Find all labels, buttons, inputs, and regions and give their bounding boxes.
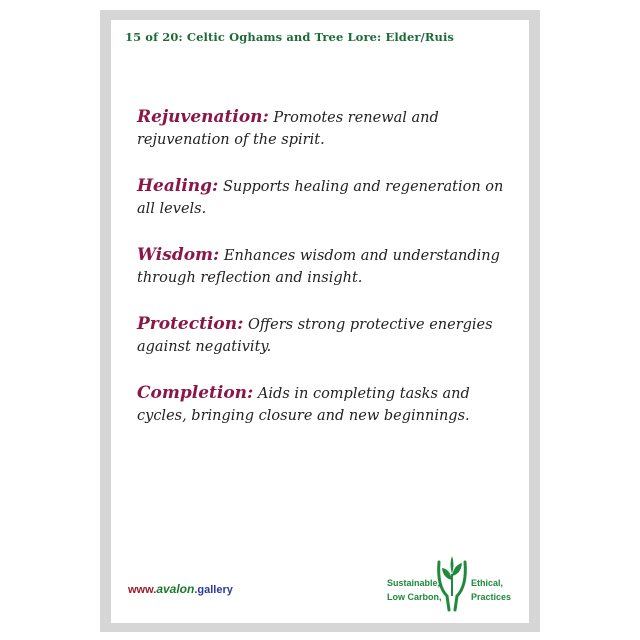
entry-protection xyxy=(137,313,512,358)
sustainability-badge xyxy=(387,552,515,614)
badge-right-line1: Ethical, xyxy=(471,578,504,588)
badge-right-line2: Practices xyxy=(471,592,512,602)
entry-text: Enhances wisdom and understanding through reflection and insight. xyxy=(137,248,500,286)
link-brand: avalon xyxy=(156,582,195,596)
entry-text: Offers strong protective energies against negativity. xyxy=(137,317,493,355)
entry-list xyxy=(137,106,512,451)
entry-term: Completion: xyxy=(137,383,254,403)
website-link[interactable] xyxy=(128,582,233,596)
entry-rejuvenation xyxy=(137,106,512,151)
entry-term: Healing: xyxy=(137,176,219,196)
entry-term: Wisdom: xyxy=(137,245,220,265)
entry-completion xyxy=(137,382,512,427)
badge-left-line2: Low Carbon, xyxy=(387,592,442,602)
badge-left-line1: Sustainable, xyxy=(387,578,441,588)
entry-term: Protection: xyxy=(137,314,244,334)
link-suffix: .gallery xyxy=(194,584,233,596)
link-prefix: www. xyxy=(128,584,157,596)
entry-text: Promotes renewal and rejuvenation of the spirit. xyxy=(137,110,439,148)
page-title: 15 of 20: Celtic Oghams and Tree Lore: Elder/Ruis xyxy=(125,30,454,44)
card xyxy=(111,20,529,623)
entry-text: Supports healing and regeneration on all levels. xyxy=(137,179,504,217)
entry-text: Aids in completing tasks and cycles, bringing closure and new beginnings. xyxy=(137,386,470,424)
hands-holding-sprout-icon xyxy=(435,552,469,612)
entry-term: Rejuvenation: xyxy=(137,107,269,127)
entry-wisdom xyxy=(137,244,512,289)
entry-healing xyxy=(137,175,512,220)
